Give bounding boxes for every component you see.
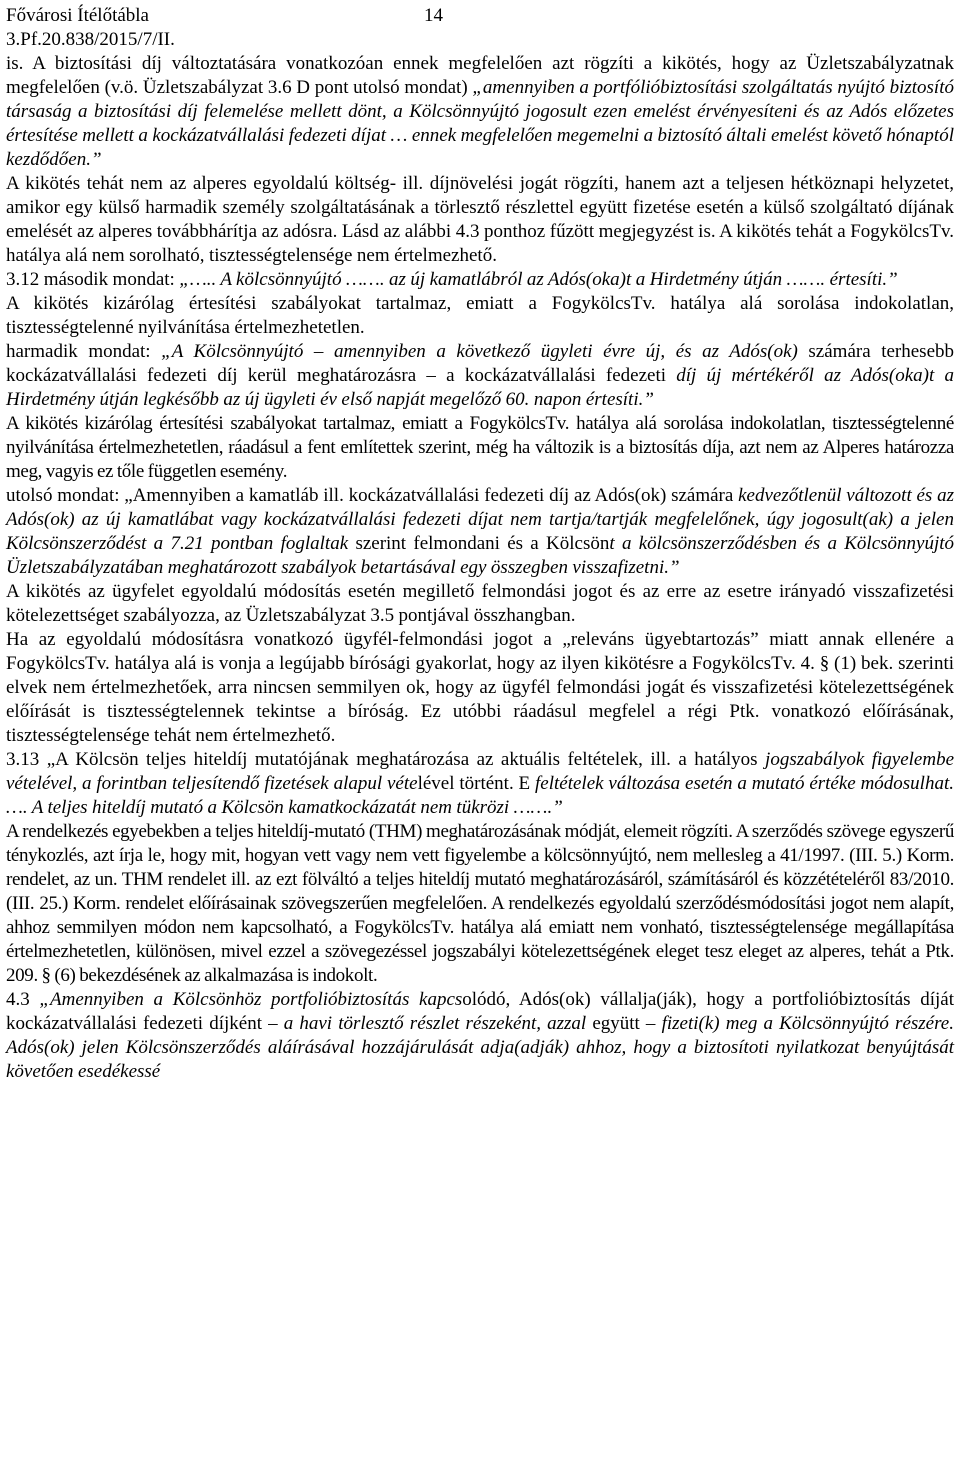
text-run: A kikötés tehát nem az alperes egyoldalú költség- ill. díjnövelési jogát rögzíti, hanem azt a teljesen hétköznapi helyzetet, amikor egy külső harmadik személy szolgáltatásának a törlesztő részlettel együtt fizetése esetén a külső szolgáltató díjának emelését az alperes továbbhárítja az adósra. Lásd az alábbi 4.3 ponthoz fűzött megjegyzést is. A kikötés tehát a FogykölcsTv. hatálya alá nem sorolható, tisztességtelensége nem értelmezhető. [6,173,954,266]
quote-run: „Amennyiben a Kölcsönhöz portfolióbiztosítás kapcs [39,989,463,1010]
paragraph-utolso-mondat [6,484,954,580]
case-number: 3.Pf.20.838/2015/7/II. [6,29,175,50]
text-run: 3.12 második mondat: [6,269,180,290]
page-header-top [6,4,954,28]
text-run: lével történt. E [417,773,535,794]
paragraph-ertesitesi-szabalyok-1 [6,292,954,340]
paragraph-3-12-masodik-mondat [6,268,954,292]
text-run: olódó, Adós(ok) vállalja(ják), hogy a portfolióbiztosítás díját kockázatvállalási fedezeti díjként [6,989,954,1034]
text-run: is. A biztosítási díj változtatására vonatkozóan ennek megfelelően azt rögzíti a kikötés, hogy az Üzletszabályzatnak megfelelően (v.ö. Üzletszabályzat 3.6 D pont utolsó mondat) [6,53,954,98]
text-run: A kikötés kizárólag értesítési szabályokat tartalmaz, emiatt a FogykölcsTv. hatálya alá sorolása indokolatlan, tisztességtelenné nyilvánítása értelmezhetetlen. [6,293,954,338]
text-run: A kikötés az ügyfelet egyoldalú módosítás esetén megillető felmondási jogot és az erre az esetre irányadó visszafizetési kötelezettséget szabályozza, az Üzletszabályzat 3.5 pontjával összhangban. [6,581,954,626]
text-run: Ha az egyoldalú módosításra vonatkozó ügyfél-felmondási jogot a „releváns ügyebtartozás” miatt annak ellenére a FogykölcsTv. hatálya alá is vonja a legújabb bírósági gyakorlat, hogy az ilyen kikötésre a FogykölcsTv. 4. § (1) bek. szerinti elvek nem értelmezhetőek, arra nincsen semmilyen ok, hogy az ügyfél felmondási jogát és visszafizetési kötelezettségének előírását is tisztességtelennek tekintse a bíróság. Ez utóbbi ráadásul megfelel a régi Ptk. vonatkozó előírásának, tisztességtelensége tehát nem értelmezhető. [6,629,954,746]
text-run: számára terhesebb kockázatvállalási fedezeti díj kerül meghatározásra – a kockázatvállalási fedezeti [6,341,955,386]
text-run: 4.3 [6,989,40,1010]
text-run: harmadik mondat: [6,341,162,362]
paragraph-ertesitesi-szabalyok-2 [6,412,954,484]
text-run: A kikötés kizárólag értesítési szabályokat tartalmaz, emiatt a FogykölcsTv. hatálya alá sorolása indokolatlan, tisztességtelenné nyilvánítása értelmezhetetlen, ráadásul a fent említettek szerint, még ha változik is a biztosítás díja, azt nem az Alperes határozza meg, vagyis ez tőle független esemény. [6,413,954,482]
paragraph-biztositasi-dij [6,52,954,172]
quote-run: – a havi törlesztő részlet részeként, azzal [268,1013,593,1034]
quote-run: jogszabályok figyelembe vételével, a forintban teljesítendő fizetések alapul véte [6,749,955,794]
paragraph-relevans-ugyebtartozas [6,628,954,748]
paragraph-4-3-portfoliobiztositas [6,988,954,1084]
text-run: szerint felmondani és a Kölcsön [355,533,610,554]
paragraph-3-13-thm [6,748,954,820]
paragraph-felmondasi-jog [6,580,954,628]
quote-run: „amennyiben a portfólióbiztosítási szolgáltatás nyújtó biztosító társaság a biztosítási díj felemelése mellett dönt, a Kölcsönnyújtó jogosult ezen emelést érvényesíteni és az Adós előzetes értesítése mellett a kockázatvállalási fedezeti díjat … ennek megfelelően megemelni a biztosító általi emelést követő hónaptól kezdődően.” [6,77,954,170]
quote-run: t a kölcsönszerződésben és a Kölcsönnyújtó Üzletszabályzatában meghatározott szabályok betartásával egy összegben visszafizetni.” [6,533,955,578]
paragraph-thm-rendelkezes [6,820,954,988]
text-run: utolsó mondat: „Amennyiben a kamatláb ill. kockázatvállalási fedezeti díj az Adós(ok) számára [6,485,739,506]
text-run: együtt – [592,1013,662,1034]
paragraph-kikotes-koltseg [6,172,954,268]
paragraph-harmadik-mondat [6,340,954,412]
quote-run: fizeti(k) meg a Kölcsönnyújtó részére. Adós(ok) jelen Kölcsönszerződés aláírásával hozzájárulását adja(adják) ahhoz, hogy a biztosítoti nyilatkozat benyújtását követően esedékessé [6,1013,954,1082]
quote-run: kedvezőtlenül változott és az Adós(ok) az új kamatlábat vagy kockázatvállalási fedezeti díjat nem tartja/tartják megfelelőnek, úgy jogosult(ak) a jelen Kölcsönszerződést a 7.21 pontban foglaltak [6,485,955,554]
quote-run: „A Kölcsönnyújtó – amennyiben a következő ügyleti évre új, és az Adós(ok) [161,341,809,362]
text-run: 3.13 „A Kölcsön teljes hiteldíj mutatójának meghatározása az aktuális feltételek, ill. a hatályos [6,749,766,770]
text-run: A rendelkezés egyebekben a teljes hiteldíj-mutató (THM) meghatározásának módját, elemeit rögzíti. A szerződés szövege egyszerű ténykozlés, azt írja le, hogy mit, hogyan vett vagy nem vett figyelembe a kölcsönnyújtó, nem mellesleg a 41/1997. (III. 5.) Korm. rendelet, az un. THM rendelet ill. az ezt fölváltó a teljes hiteldíj mutató meghatározásáról, számításáról és közzétételéről 83/2010. (III. 25.) Korm. rendelet előírásainak szövegszerűen megfelelően. A rendelkezés egyoldalú szerződésmódosítási jogot nem alapít, ahhoz semmilyen módon nem kapcsolható, a FogykölcsTv. hatálya alá emiatt nem vonható, tisztességtelensége megállapítása értelmezhetetlen, különösen, mivel ezzel a szövegezéssel jogszabályi kötelezettségének eleget tesz eleget az alperes, tehát a Ptk. 209. § (6) bekezdésének az alkalmazása is indokolt. [6,821,954,986]
quote-run: „….. A kölcsönnyújtó ……. az új kamatlábról az Adós(oka)t a Hirdetmény útján ……. értesíti.” [179,269,898,290]
court-name: Fővárosi Ítélőtábla [6,5,149,26]
quote-run: díj új mértékéről az Adós(oka)t a Hirdetmény útján legkésőbb az új ügyleti év első napját megelőző 60. napon értesíti.” [6,365,954,410]
quote-run: feltételek változása esetén a mutató értéke módosulhat. …. A teljes hiteldíj mutató a Kölcsön kamatkockázatát nem tükrözi …….” [6,773,954,818]
page-number: 14 [424,5,443,26]
